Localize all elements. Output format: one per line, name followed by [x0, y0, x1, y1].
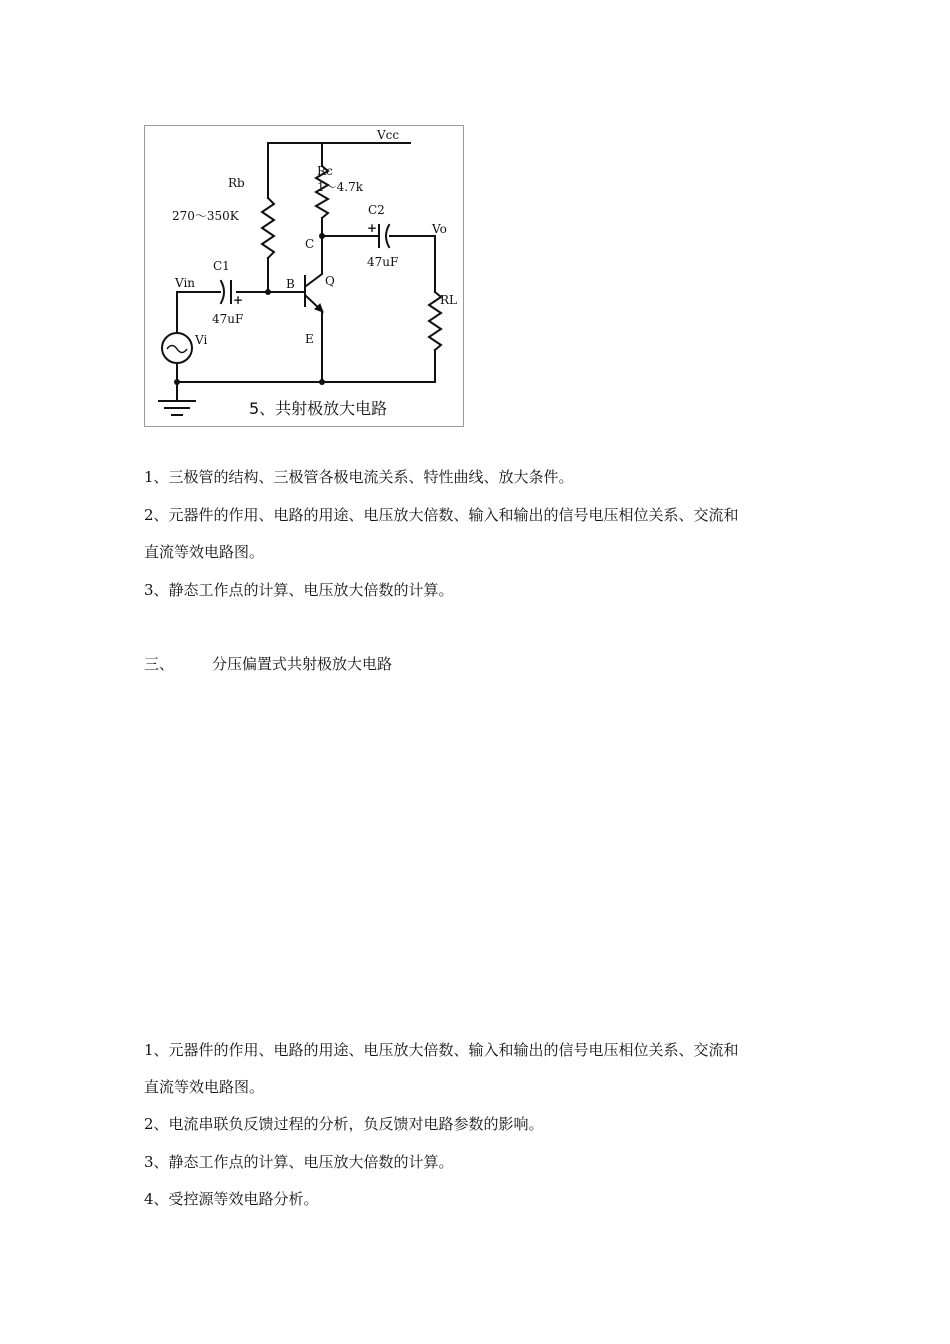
c2-label: C2	[368, 203, 385, 217]
section-title: 分压偏置式共射极放大电路	[212, 655, 393, 673]
vo-label: Vo	[432, 222, 447, 236]
list-item: 2、元器件的作用、电路的用途、电压放大倍数、输入和输出的信号电压相位关系、交流和	[144, 506, 739, 524]
junction-dot	[319, 233, 325, 239]
rb-value-label: 270～350K	[172, 209, 239, 223]
section-number: 三、	[144, 655, 175, 673]
rl-label: RL	[440, 293, 458, 307]
list-item: 1、元器件的作用、电路的用途、电压放大倍数、输入和输出的信号电压相位关系、交流和	[144, 1041, 739, 1059]
junction-dot	[174, 379, 180, 385]
c2-plate-right	[386, 225, 389, 247]
c1-plus-label: +	[233, 293, 244, 307]
list-item: 1、三极管的结构、三极管各极电流关系、特性曲线、放大条件。	[144, 468, 574, 486]
vi-label: Vi	[195, 333, 208, 347]
rb-label: Rb	[228, 176, 245, 190]
transistor-label: Q	[325, 274, 335, 288]
base-label: B	[286, 277, 295, 291]
vin-label: Vin	[175, 276, 196, 290]
c1-value-label: 47uF	[212, 312, 244, 326]
rc-value-label: 1～4.7k	[317, 180, 363, 194]
c2-value-label: 47uF	[367, 255, 399, 269]
rc-label: Rc	[317, 164, 333, 178]
c1-label: C1	[213, 259, 230, 273]
transistor-collector-leg	[306, 261, 322, 286]
list-item: 3、静态工作点的计算、电压放大倍数的计算。	[144, 1153, 454, 1171]
emitter-label: E	[305, 332, 314, 346]
list-item: 直流等效电路图。	[144, 543, 265, 561]
junction-dot	[319, 379, 325, 385]
c1-plate-left	[221, 281, 224, 303]
list-item: 4、受控源等效电路分析。	[144, 1190, 319, 1208]
source-sine	[167, 346, 187, 353]
figure-caption: 5、共射极放大电路	[249, 399, 388, 418]
list-item: 3、静态工作点的计算、电压放大倍数的计算。	[144, 581, 454, 599]
junction-dot	[265, 289, 271, 295]
vcc-label: Vcc	[377, 128, 400, 142]
collector-label: C	[305, 237, 315, 251]
c2-plus-label: +	[367, 221, 378, 235]
list-item: 2、电流串联负反馈过程的分析，负反馈对电路参数的影响。	[144, 1115, 544, 1133]
list-item: 直流等效电路图。	[144, 1078, 265, 1096]
circuit-diagram	[144, 125, 464, 427]
rb-resistor	[262, 198, 274, 258]
